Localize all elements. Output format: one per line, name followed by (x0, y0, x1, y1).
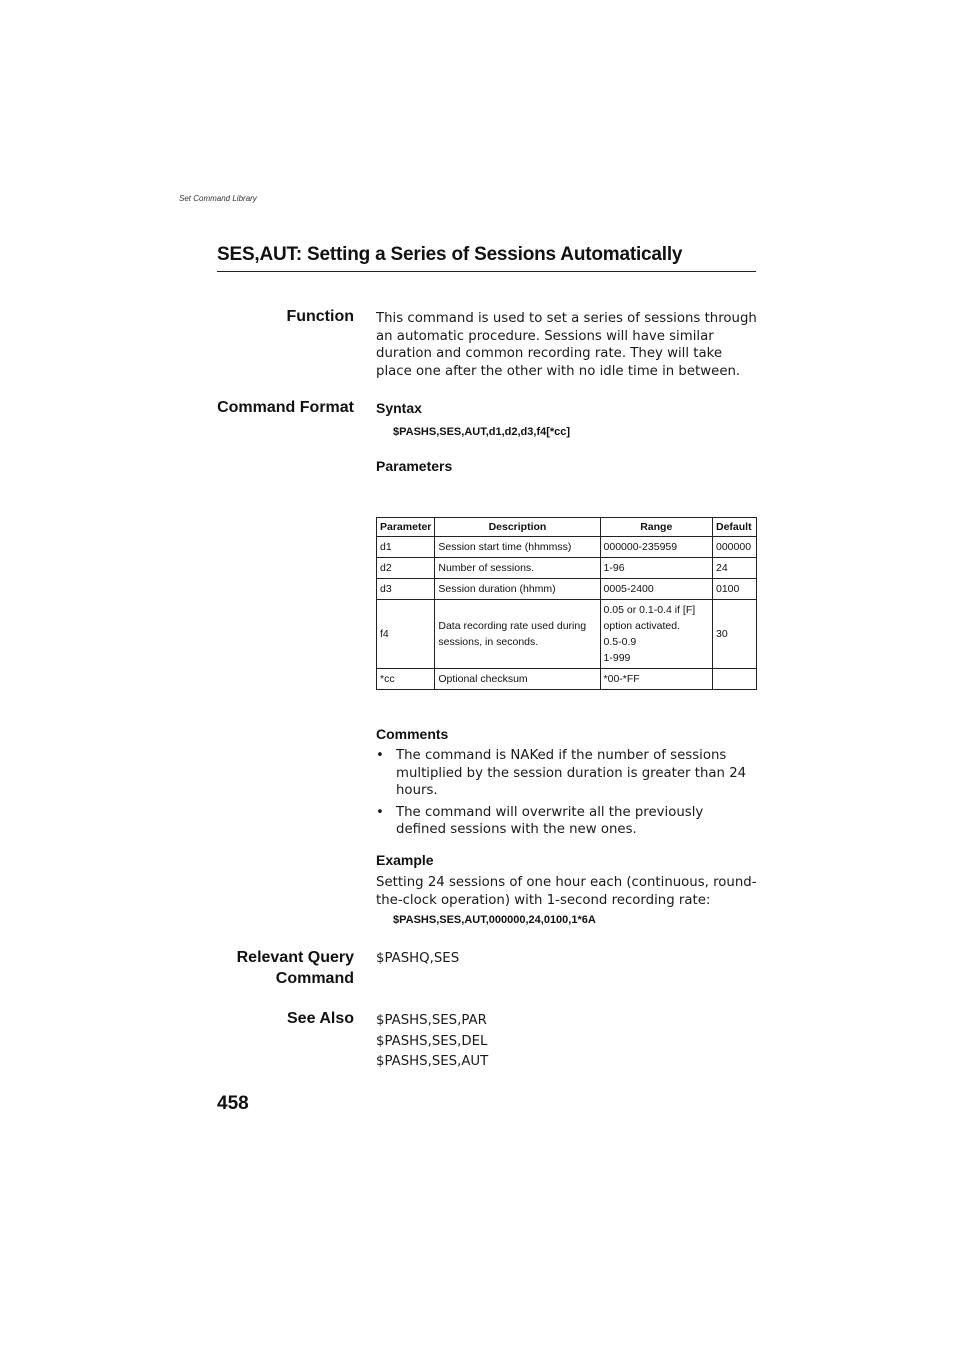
cell-parameter: *cc (377, 669, 435, 690)
cell-range: *00-*FF (600, 669, 712, 690)
see-also-label: See Also (287, 1010, 354, 1027)
list-item (376, 804, 756, 839)
function-label: Function (286, 308, 354, 325)
cell-description: Session start time (hhmmss) (435, 537, 600, 558)
relevant-query-value: $PASHQ,SES (376, 951, 460, 966)
see-also-item: $PASHS,SES,PAR (376, 1013, 487, 1028)
cell-default: 24 (713, 558, 757, 579)
title-divider (217, 271, 756, 272)
comments-list (376, 747, 756, 843)
running-header: Set Command Library (179, 194, 257, 203)
cell-default: 30 (713, 600, 757, 669)
range-line: 0.5-0.9 (603, 636, 637, 648)
parameters-table (376, 517, 757, 690)
range-line: 0.05 or 0.1-0.4 if [F] option activated. (603, 604, 696, 632)
cell-default (713, 669, 757, 690)
table-row (377, 537, 757, 558)
comments-heading: Comments (376, 726, 449, 742)
header-description: Description (435, 518, 600, 537)
table-row (377, 600, 757, 669)
table-header-row (377, 518, 757, 537)
page-title: SES,AUT: Setting a Series of Sessions Automatically (217, 244, 683, 265)
see-also-list (376, 1011, 760, 1073)
bullet-icon: • (376, 748, 384, 763)
header-parameter: Parameter (377, 518, 435, 537)
cell-parameter: d2 (377, 558, 435, 579)
cell-range: 1-96 (600, 558, 712, 579)
table-row (377, 558, 757, 579)
list-item (376, 747, 756, 800)
parameters-heading: Parameters (376, 458, 453, 474)
cell-parameter: d3 (377, 579, 435, 600)
table-row (377, 669, 757, 690)
header-range: Range (600, 518, 712, 537)
cell-parameter: d1 (377, 537, 435, 558)
cell-description: Optional checksum (435, 669, 600, 690)
cell-default: 000000 (713, 537, 757, 558)
relevant-query-label (154, 947, 354, 989)
relevant-query-label-line1: Relevant Query (236, 949, 354, 966)
cell-default: 0100 (713, 579, 757, 600)
see-also-item: $PASHS,SES,DEL (376, 1033, 488, 1049)
header-default: Default (713, 518, 757, 537)
cell-description: Data recording rate used during sessions, in seconds. (435, 600, 600, 669)
see-also-item: $PASHS,SES,AUT (376, 1054, 489, 1069)
function-text: This command is used to set a series of sessions through an automatic procedure. Sessions will have similar duration and common recording rate. They will take place one after the other with no idle time in between. (376, 311, 757, 379)
cell-range: 000000-235959 (600, 537, 712, 558)
cell-range: 0005-2400 (600, 579, 712, 600)
syntax-code: $PASHS,SES,AUT,d1,d2,d3,f4[*cc] (393, 426, 571, 438)
range-line: 1-999 (603, 652, 631, 664)
comment-text: The command will overwrite all the previously defined sessions with the new ones. (396, 804, 704, 837)
comment-text: The command is NAKed if the number of sessions multiplied by the session duration is greater than 24 hours. (396, 748, 747, 798)
cell-description: Number of sessions. (435, 558, 600, 579)
cell-range (600, 600, 712, 669)
example-heading: Example (376, 852, 434, 868)
command-format-label: Command Format (217, 399, 354, 416)
cell-description: Session duration (hhmm) (435, 579, 600, 600)
example-code: $PASHS,SES,AUT,000000,24,0100,1*6A (393, 914, 596, 926)
relevant-query-label-line2: Command (275, 970, 354, 987)
page-number: 458 (217, 1093, 249, 1114)
table-row (377, 579, 757, 600)
syntax-heading: Syntax (376, 400, 422, 416)
cell-parameter: f4 (377, 600, 435, 669)
bullet-icon: • (376, 804, 384, 820)
example-text: Setting 24 sessions of one hour each (continuous, round-the-clock operation) with 1-second recording rate: (376, 875, 757, 908)
